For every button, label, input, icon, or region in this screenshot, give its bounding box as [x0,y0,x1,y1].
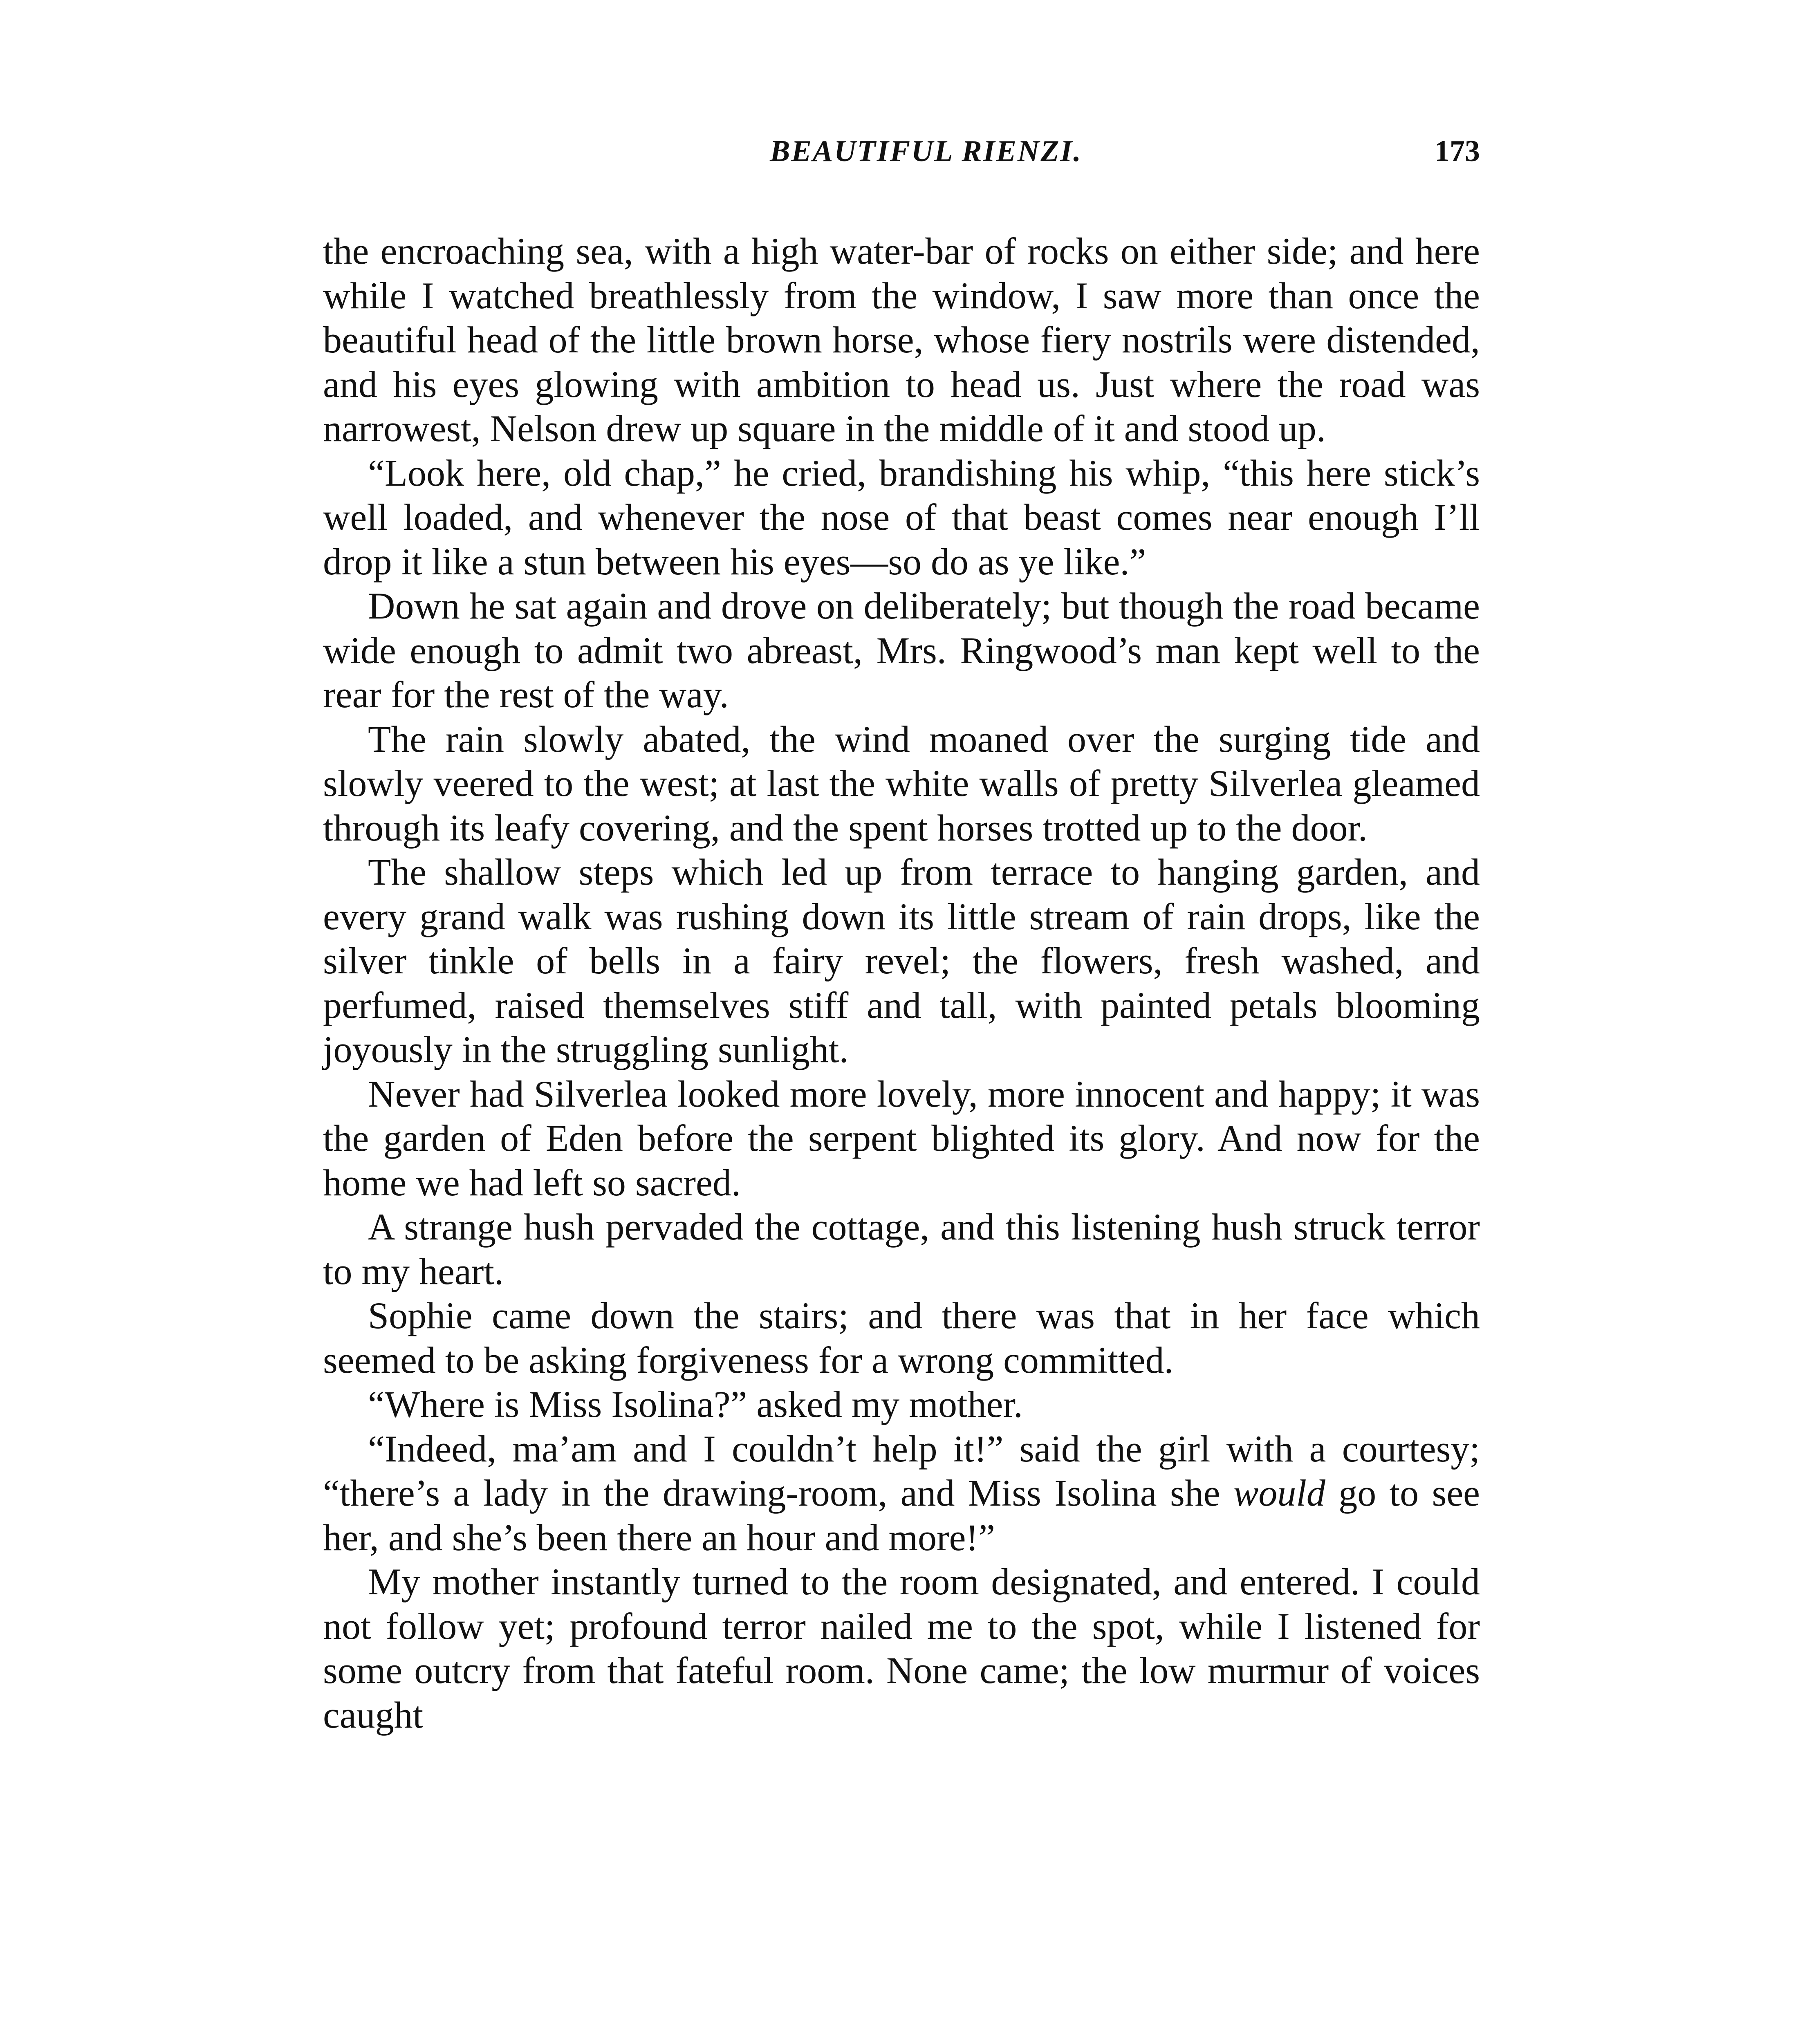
paragraph-4: The rain slowly abated, the wind moaned over the surging tide and slowly veered to the west; at last the white walls of pretty Silverlea gleamed through its leafy covering, and the spent horses trotted up to the door. [323,718,1480,849]
body-text [323,229,1480,1737]
running-header [323,119,1480,184]
paragraph-10-text-start: “Indeed, ma’am and I couldn’t help it!” said the girl with a courtesy; “there’s a lady in the drawing-room, and Miss Isolina she [323,1428,1480,1514]
paragraph-10-emphasis: would [1233,1472,1325,1514]
paragraph-9: “Where is Miss Isolina?” asked my mother. [368,1383,1023,1425]
paragraph-11: My mother instantly turned to the room designated, and entered. I could not follow yet; profound terror nailed me to the spot, while I listened for some outcry from that fateful room. None came; the low murmur of voices caught [323,1561,1480,1736]
paragraph-5: The shallow steps which led up from terrace to hanging garden, and every grand walk was rushing down its little stream of rain drops, like the silver tinkle of bells in a fairy revel; the flowers, fresh washed, and perfumed, raised themselves stiff and tall, with painted petals blooming joyously in the struggling sunlight. [323,851,1480,1070]
paragraph-10 [323,1427,1480,1560]
running-title: BEAUTIFUL RIENZI. [770,134,1082,168]
paragraph-1: the encroaching sea, with a high water-bar of rocks on either side; and here while I watched breathlessly from the window, I saw more than once the beautiful head of the little brown horse, whose fiery nostrils were distended, and his eyes glowing with ambition to head us. Just where the road was narrowest, Nelson drew up square in the middle of it and stood up. [323,230,1480,449]
paragraph-3: Down he sat again and drove on deliberately; but though the road became wide enough to admit two abreast, Mrs. Ringwood’s man kept well to the rear for the rest of the way. [323,585,1480,715]
paragraph-2: “Look here, old chap,” he cried, brandishing his whip, “this here stick’s well loaded, and whenever the nose of that beast comes near enough I’ll drop it like a stun between his eyes—so do as ye like.” [323,452,1480,583]
paragraph-6: Never had Silverlea looked more lovely, more innocent and happy; it was the garden of Eden before the serpent blighted its glory. And now for the home we had left so sacred. [323,1073,1480,1204]
paragraph-7: A strange hush pervaded the cottage, and this listening hush struck terror to my heart. [323,1206,1480,1292]
page-number: 173 [1435,134,1480,168]
paragraph-10-text-end: go to see her, and she’s been there an hour and more!” [323,1472,1480,1558]
paragraph-8: Sophie came down the stairs; and there was that in her face which seemed to be asking forgiveness for a wrong committed. [323,1295,1480,1381]
